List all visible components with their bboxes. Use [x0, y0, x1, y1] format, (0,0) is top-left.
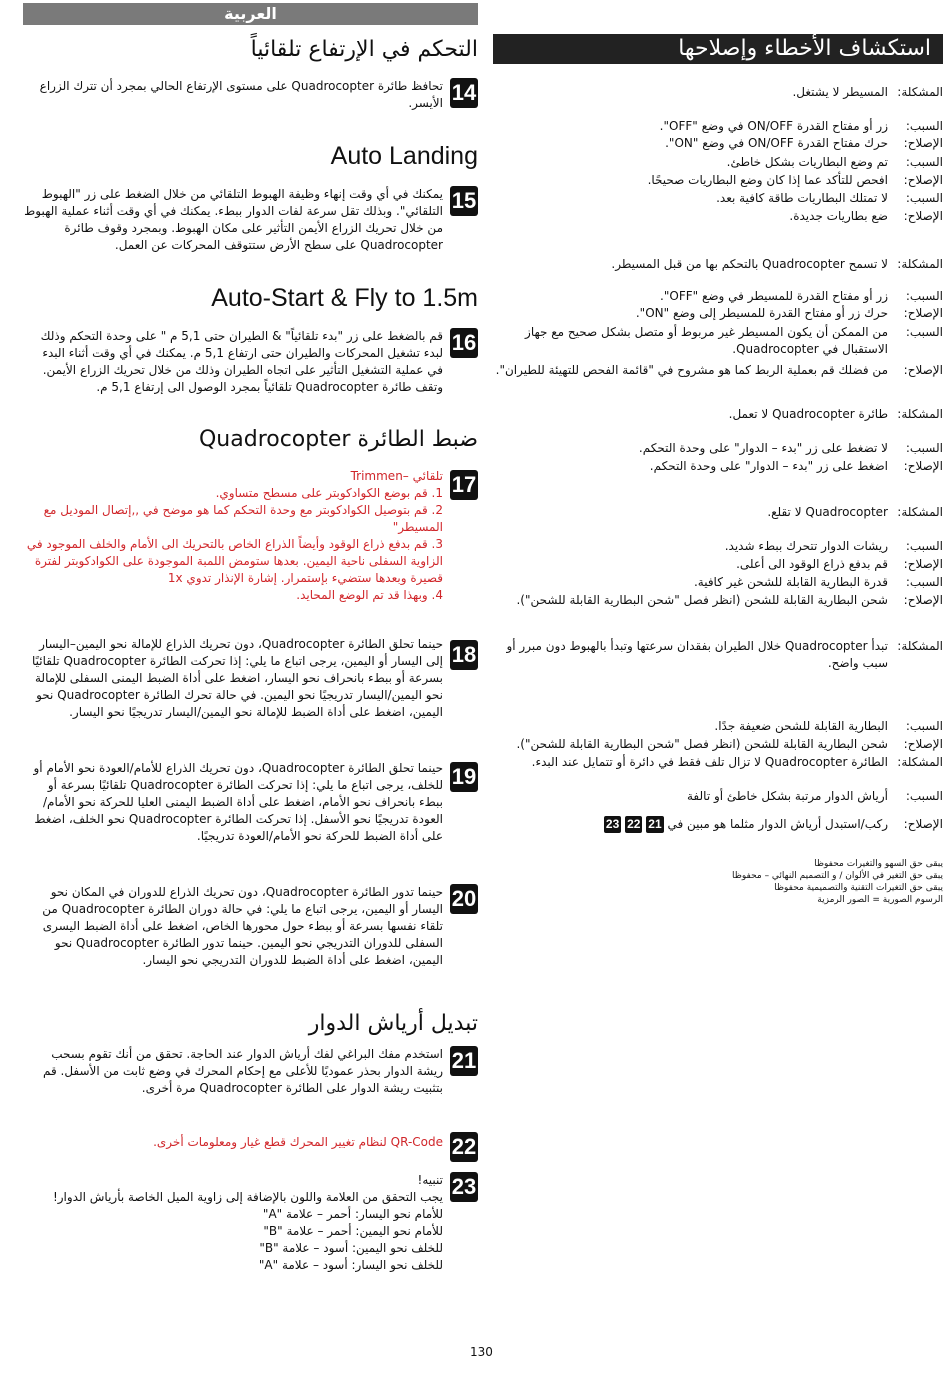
cause-text: أرياش الدوار مرتبة بشكل خاطئ أو تالفة: [687, 789, 888, 803]
footnote-line: يبقى حق التغير في الألوان / و التصميم النهائي – محفوظا: [731, 871, 943, 881]
fix-text: من فضلك قم بعملية الربط كما هو مشروح في "قائمة الفحص للتهيئة للطيران".: [495, 363, 888, 377]
fix-row: [493, 592, 943, 609]
footnotes: [640, 858, 943, 906]
step-17-item-3: 3. قم بدفع ذراع الوقود وأيضاً الذراع الخاص بالتحريك الى الأمام والخلف الموجود في الزاوية السفلى ناحية اليمين. بعدها ستومض اللمبة الموجودة على الكوادكوبتر لفترة قصيرة وبعدها ستضيء بإستمرار. إشارة الإنذار تدوي 1x: [26, 537, 443, 585]
step-17-number: 17: [450, 470, 478, 500]
fix-label: الإصلاح:: [903, 737, 943, 751]
fix-row: [493, 556, 943, 573]
step-16-text: قم بالضغط على زر "بدء تلقائياً" & الطيران حتى 5,1 م " على وحدة التحكم وذلك لبدء تشغيل المحركات والطيران حتى ارتفاع 5,1 م. يمكنك في أي وقت أثناء البدء في عملية التشغيل التأثير على اتجاه الطيران وذلك من خلال تحريك الزراع الأيمن. وتقف طائرة Quadrocopter تلقائياً بمجرد الوصول الى إرتفاع 5,1 م.: [40, 329, 443, 394]
step-17-item-1: 1. قم بوضع الكوادكوبتر على مسطح متساوي.: [215, 486, 443, 500]
step-23-line: للأمام نحو اليمين: أحمر – علامة "B": [263, 1224, 443, 1238]
problem-label: المشكلة:: [897, 257, 943, 271]
fix-text: قم بدفع ذراع الوقود الى أعلى.: [736, 557, 888, 571]
cause-text: من الممكن أن يكون المسيطر غير مربوط أو متصل بشكل صحيح مع جهاز الاستقبال في Quadrocopter.: [525, 325, 888, 356]
step-14-number: 14: [450, 78, 478, 108]
trim-section-title: ضبط الطائرة Quadrocopter: [198, 427, 478, 452]
fix-label: الإصلاح:: [903, 136, 943, 150]
step-23-line: للخلف نحو اليمين: أسود – علامة "B": [259, 1241, 443, 1255]
fix-text: ضع بطاريات جديدة.: [789, 209, 888, 223]
step-23-text: [23, 1172, 443, 1274]
step-21-number: 21: [450, 1046, 478, 1076]
cause-text: تم وضع البطاريات بشكل خاطئ.: [726, 155, 888, 169]
cause-text: قدرة البطارية القابلة للشحن غير كافية.: [693, 575, 888, 589]
step-14-text: تحافظ طائرة Quadrocopter على مستوى الإرتفاع الحالي بمجرد أن تترك الزراع الأيسر.: [39, 79, 443, 110]
cause-label: السبب:: [905, 441, 943, 455]
propeller-section-title: تبديل أرياش الدوار: [308, 1011, 478, 1036]
step-18-text: حينما تحلق الطائرة Quadrocopter، دون تحريك الذراع للإمالة نحو اليمين–اليسار إلى اليسار أو اليمين، يرجى اتباع ما يلي: إذا تحركت الطائرة Quadrocopter تلقائيًا بسرعة أو ببطء بانحراف نحو اليسار، اضغط على أداة الضبط اليمنى السفلى للإمالة نحو اليمين/اليسار تدريجيًا نحو اليمين. في حالة تحرك الطائرة Quadrocopter نحو اليمين، اضغط على أداة الضبط للإمالة نحو اليمين/اليسار تدريجيًا نحو اليسار.: [31, 637, 443, 719]
fix-text-body: ركب/استبدل أرياش الدوار مثلما هو مبين في: [667, 817, 888, 831]
step-17-heading: تلقائي –Trimmen: [350, 469, 443, 483]
fix-row: [493, 172, 943, 189]
problem-text: تبدأ Quadrocopter خلال الطيران بفقدان سرعتها وتبدأ بالهبوط دون مبرر أو سبب واضح.: [506, 639, 888, 670]
cause-row: [493, 190, 943, 207]
problem-row: [493, 754, 943, 771]
auto-start-title: Auto-Start & Fly to 1.5m: [211, 284, 478, 312]
step-21-text: استخدم مفك البراغي لفك أرياش الدوار عند الحاجة. تحقق من أنك تقوم بسحب ريشة الدوار بحذر عموديًا للأعلى مع إحكام المحرك في وضع ثابت من الأسفل. قم بتثبيت ريشة الدوار على الطائرة Quadrocopter مرة أخرى.: [42, 1047, 443, 1095]
cause-row: [493, 154, 943, 171]
problem-row: [493, 406, 943, 423]
cause-text: لا تضغط على زر "بدء – الدوار" على وحدة التحكم.: [638, 441, 888, 455]
fix-row: [493, 816, 943, 833]
problem-text: طائرة Quadrocopter لا تعمل.: [728, 407, 888, 421]
step-18-number: 18: [450, 640, 478, 670]
cause-row: [493, 788, 943, 805]
auto-landing-title: Auto Landing: [330, 142, 478, 170]
problem-label: المشكلة:: [897, 407, 943, 421]
troubleshooting-title: استكشاف الأخطاء وإصلاحها: [493, 34, 943, 64]
step-15-number: 15: [450, 186, 478, 216]
step-ref-badge: 21: [648, 817, 662, 831]
problem-row: [493, 256, 943, 273]
step-17-item-2: 2. قم بتوصيل الكوادكوبتر مع وحدة التحكم كما هو موضح في ,,إتصال الموديل مع المسيطر": [43, 503, 443, 534]
problem-label: المشكلة:: [897, 755, 943, 769]
step-19-number: 19: [450, 762, 478, 792]
fix-text: [493, 816, 888, 833]
altitude-section-title: التحكم في الإرتفاع تلقائياً: [250, 37, 478, 62]
fix-row: [493, 362, 943, 379]
step-23-line: للأمام نحو اليسار: أحمر – علامة "A": [262, 1207, 443, 1221]
fix-text: حرك مفتاح القدرة ON/OFF في وضع "ON".: [665, 136, 888, 150]
step-23-line: يجب التحقق من العلامة واللون بالإضافة إلى زاوية الميل الخاصة بأرياش الدوار!: [52, 1190, 443, 1204]
cause-label: السبب:: [905, 575, 943, 589]
step-20-number: 20: [450, 884, 478, 914]
problem-text: لا تسمح Quadrocopter بالتحكم بها من قبل المسيطر.: [611, 257, 888, 271]
step-22-text: QR-Code لنظام تغيير المحرك قطع غيار ومعلومات أخرى.: [153, 1135, 443, 1149]
fix-text: حرك زر أو مفتاح القدرة للمسيطر إلى وضع "ON".: [635, 306, 888, 320]
language-bar: العربية: [23, 3, 478, 25]
step-17-list: [23, 468, 443, 604]
problem-text: الطائرة Quadrocopter لا تزال تلف فقط في دائرة أو تتمايل عند البدء.: [531, 755, 888, 769]
cause-text: لا تمتلك البطاريات طاقة كافية بعد.: [716, 191, 888, 205]
cause-text: ريشات الدوار تتحرك ببطء شديد.: [724, 539, 888, 553]
step-23-line: تنبيه!: [417, 1173, 443, 1187]
fix-label: الإصلاح:: [903, 173, 943, 187]
cause-row: [493, 574, 943, 591]
problem-label: المشكلة:: [897, 639, 943, 653]
cause-label: السبب:: [905, 789, 943, 803]
cause-label: السبب:: [905, 289, 943, 303]
footnote-line: يبقى حق السهو والتغيرات محفوظا: [814, 859, 943, 869]
cause-label: السبب:: [905, 191, 943, 205]
problem-row: [493, 504, 943, 521]
cause-label: السبب:: [905, 719, 943, 733]
problem-text: المسيطر لا يشتغل.: [792, 85, 888, 99]
problem-label: المشكلة:: [897, 85, 943, 99]
fix-row: [493, 305, 943, 322]
cause-text: البطارية القابلة للشحن ضعيفة جدًا.: [714, 719, 888, 733]
fix-text: شحن البطارية القابلة للشحن (انظر فصل "شحن البطارية القابلة للشحن").: [516, 737, 888, 751]
step-16-number: 16: [450, 328, 478, 358]
cause-row: [493, 324, 943, 358]
cause-row: [493, 288, 943, 305]
step-23-line: للخلف نحو اليسار: أسود – علامة "A": [258, 1258, 443, 1272]
fix-label: الإصلاح:: [903, 593, 943, 607]
fix-row: [493, 458, 943, 475]
step-15-text: يمكنك في أي وقت إنهاء وظيفة الهبوط التلقائي من خلال الضغط على زر "الهبوط التلقائي". وبذلك تقل سرعة لفات الدوار ببطء. يمكنك في أي وقت أثناء عملية الهبوط من خلال تحريك الزراع الأيمن التأثير على مكان الهبوط. وبمجرد وقوف طائرة Quadrocopter على سطح الأرض ستتوقف المحركات عن العمل.: [24, 187, 443, 252]
cause-label: السبب:: [905, 119, 943, 133]
step-19-text: حينما تحلق الطائرة Quadrocopter، دون تحريك الذراع للأمام/العودة نحو الأمام أو للخلف، يرجى اتباع ما يلي: إذا تحركت الطائرة Quadrocopter تلقائيًا بسرعة أو ببطء بانحراف نحو الأمام، اضغط على أداة الضبط اليمنى العليا للحركة نحو الأمام/العودة تدريجيًا نحو الأسفل. إذا تحركت الطائرة Quadrocopter نحو الخلف، اضغط على أداة الضبط للحركة نحو الأمام/العودة تدريجيًا.: [33, 761, 443, 843]
cause-label: السبب:: [905, 155, 943, 169]
step-ref-badge: 23: [605, 817, 620, 831]
fix-label: الإصلاح:: [903, 306, 943, 320]
cause-text: زر أو مفتاح القدرة ON/OFF في وضع "OFF".: [659, 119, 888, 133]
fix-label: الإصلاح:: [903, 209, 943, 223]
cause-label: السبب:: [905, 539, 943, 553]
fix-label: الإصلاح:: [903, 817, 943, 831]
page-number: 130: [470, 1345, 493, 1359]
cause-row: [493, 440, 943, 457]
footnote-line: يبقى حق التغيرات التقنية والتصميمية محفوظا: [774, 883, 943, 893]
problem-row: [493, 638, 943, 672]
step-ref-badge: 22: [627, 817, 641, 831]
fix-text: اضغط على زر "بدء – الدوار" على وحدة التحكم.: [649, 459, 888, 473]
cause-label: السبب:: [905, 325, 943, 339]
step-22-number: 22: [450, 1132, 478, 1162]
step-17-item-4: 4. وبهذا قد تم الوضع المحايد.: [296, 588, 443, 602]
step-20-text: حينما تدور الطائرة Quadrocopter، دون تحريك الذراع للدوران في المكان نحو اليسار أو اليمين، يرجى اتباع ما يلي: في حالة دوران الطائرة Quadrocopter من تلقاء نفسها بسرعة أو ببطء حول محورها الخاص، اضغط على أداة الضبط اليسرى السفلى للدوران التدريجي نحو اليمين. حينما تدور الطائرة Quadrocopter نحو اليمين، اضغط على أداة الضبط للدوران التدريجي نحو اليسار.: [42, 885, 443, 967]
fix-label: الإصلاح:: [903, 557, 943, 571]
fix-text: افحص للتأكد عما إذا كان وضع البطاريات صحيحًا.: [647, 173, 888, 187]
problem-label: المشكلة:: [897, 505, 943, 519]
step-23-number: 23: [450, 1172, 478, 1202]
cause-row: [493, 718, 943, 735]
fix-row: [493, 736, 943, 753]
problem-row: [493, 84, 943, 101]
fix-label: الإصلاح:: [903, 363, 943, 377]
fix-text: شحن البطارية القابلة للشحن (انظر فصل "شحن البطارية القابلة للشحن").: [516, 593, 888, 607]
fix-row: [493, 135, 943, 152]
cause-row: [493, 538, 943, 555]
problem-text: Quadrocopter لا تقلع.: [767, 505, 888, 519]
cause-row: [493, 118, 943, 135]
fix-label: الإصلاح:: [903, 459, 943, 473]
footnote-line: الرسوم الصورية = الصور الرمزية: [817, 895, 943, 905]
cause-text: زر أو مفتاح القدرة للمسيطر في وضع "OFF".: [660, 289, 888, 303]
fix-row: [493, 208, 943, 225]
